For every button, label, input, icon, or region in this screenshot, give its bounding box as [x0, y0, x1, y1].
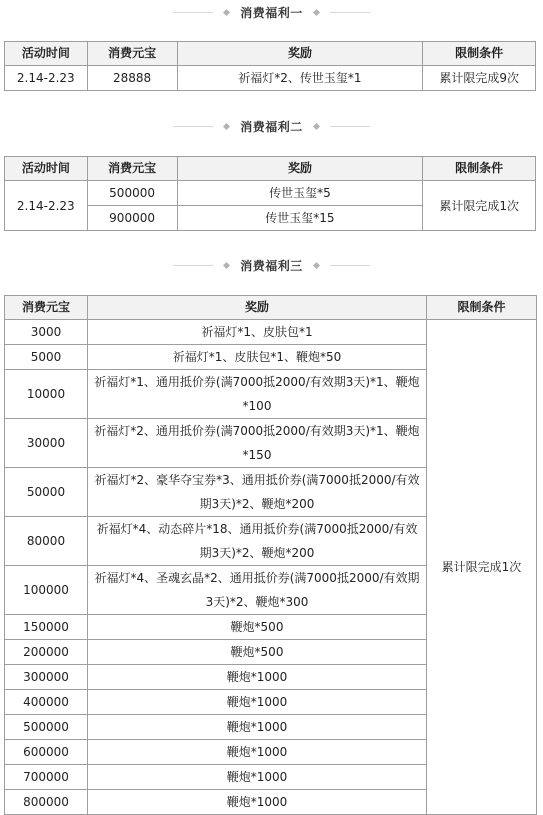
header-cell: 奖励	[88, 296, 427, 320]
section2-table	[4, 156, 536, 231]
reward-cell: 鞭炮*500	[88, 640, 427, 665]
title-divider-left	[173, 12, 213, 13]
section1-table	[4, 41, 536, 91]
amount-cell: 600000	[5, 740, 88, 765]
reward-cell: 鞭炮*1000	[88, 790, 427, 815]
amount-cell: 80000	[5, 517, 88, 566]
section1-title	[0, 2, 543, 22]
amount-cell: 900000	[87, 206, 177, 231]
header-cell: 奖励	[177, 157, 423, 181]
amount-cell: 200000	[5, 640, 88, 665]
reward-cell: 鞭炮*1000	[88, 715, 427, 740]
reward-cell: 传世玉玺*5	[177, 181, 423, 206]
table-row	[5, 320, 537, 345]
diamond-icon	[313, 8, 320, 15]
reward-cell: 鞭炮*1000	[88, 740, 427, 765]
section2-title	[0, 116, 543, 136]
table-header-row	[5, 296, 537, 320]
reward-cell: 祈福灯*4、圣魂玄晶*2、通用抵价券(满7000抵2000/有效期3天)*2、鞭炮*300	[88, 566, 427, 615]
reward-cell: 祈福灯*1、皮肤包*1、鞭炮*50	[88, 345, 427, 370]
header-cell: 活动时间	[5, 42, 88, 66]
section3-title-text: 消费福利三	[240, 258, 303, 273]
title-divider-right	[330, 12, 370, 13]
amount-cell: 28888	[87, 66, 177, 91]
reward-cell: 鞭炮*500	[88, 615, 427, 640]
title-divider-right	[330, 265, 370, 266]
reward-cell: 祈福灯*1、皮肤包*1	[88, 320, 427, 345]
header-cell: 限制条件	[427, 296, 537, 320]
reward-cell: 传世玉玺*15	[177, 206, 423, 231]
amount-cell: 5000	[5, 345, 88, 370]
diamond-icon	[313, 122, 320, 129]
header-cell: 消费元宝	[87, 42, 177, 66]
limit-cell: 累计限完成1次	[423, 181, 536, 231]
header-cell: 奖励	[177, 42, 423, 66]
diamond-icon	[223, 8, 230, 15]
amount-cell: 700000	[5, 765, 88, 790]
title-divider-left	[173, 126, 213, 127]
section2-title-text: 消费福利二	[240, 119, 303, 134]
section3-title	[0, 255, 543, 275]
reward-cell: 鞭炮*1000	[88, 765, 427, 790]
reward-cell: 鞭炮*1000	[88, 690, 427, 715]
title-divider-left	[173, 265, 213, 266]
table-row	[5, 66, 536, 91]
table-row	[5, 181, 536, 206]
amount-cell: 400000	[5, 690, 88, 715]
amount-cell: 10000	[5, 370, 88, 419]
table-header-row	[5, 42, 536, 66]
header-cell: 消费元宝	[87, 157, 177, 181]
amount-cell: 500000	[87, 181, 177, 206]
reward-cell: 祈福灯*1、通用抵价券(满7000抵2000/有效期3天)*1、鞭炮*100	[88, 370, 427, 419]
reward-cell: 祈福灯*2、豪华夺宝券*3、通用抵价券(满7000抵2000/有效期3天)*2、鞭炮*200	[88, 468, 427, 517]
amount-cell: 100000	[5, 566, 88, 615]
amount-cell: 50000	[5, 468, 88, 517]
reward-cell: 祈福灯*4、动态碎片*18、通用抵价券(满7000抵2000/有效期3天)*2、鞭炮*200	[88, 517, 427, 566]
amount-cell: 300000	[5, 665, 88, 690]
section3-table	[4, 295, 537, 815]
reward-cell: 鞭炮*1000	[88, 665, 427, 690]
header-cell: 消费元宝	[5, 296, 88, 320]
amount-cell: 3000	[5, 320, 88, 345]
amount-cell: 500000	[5, 715, 88, 740]
limit-cell: 累计限完成9次	[423, 66, 536, 91]
reward-cell: 祈福灯*2、通用抵价券(满7000抵2000/有效期3天)*1、鞭炮*150	[88, 419, 427, 468]
amount-cell: 150000	[5, 615, 88, 640]
header-cell: 限制条件	[423, 157, 536, 181]
diamond-icon	[223, 261, 230, 268]
limit-cell: 累计限完成1次	[427, 320, 537, 815]
amount-cell: 800000	[5, 790, 88, 815]
header-cell: 活动时间	[5, 157, 88, 181]
reward-cell: 祈福灯*2、传世玉玺*1	[177, 66, 423, 91]
section1-title-text: 消费福利一	[240, 5, 303, 20]
diamond-icon	[313, 261, 320, 268]
header-cell: 限制条件	[423, 42, 536, 66]
title-divider-right	[330, 126, 370, 127]
time-cell: 2.14-2.23	[5, 66, 88, 91]
table-header-row	[5, 157, 536, 181]
amount-cell: 30000	[5, 419, 88, 468]
diamond-icon	[223, 122, 230, 129]
time-cell: 2.14-2.23	[5, 181, 88, 231]
